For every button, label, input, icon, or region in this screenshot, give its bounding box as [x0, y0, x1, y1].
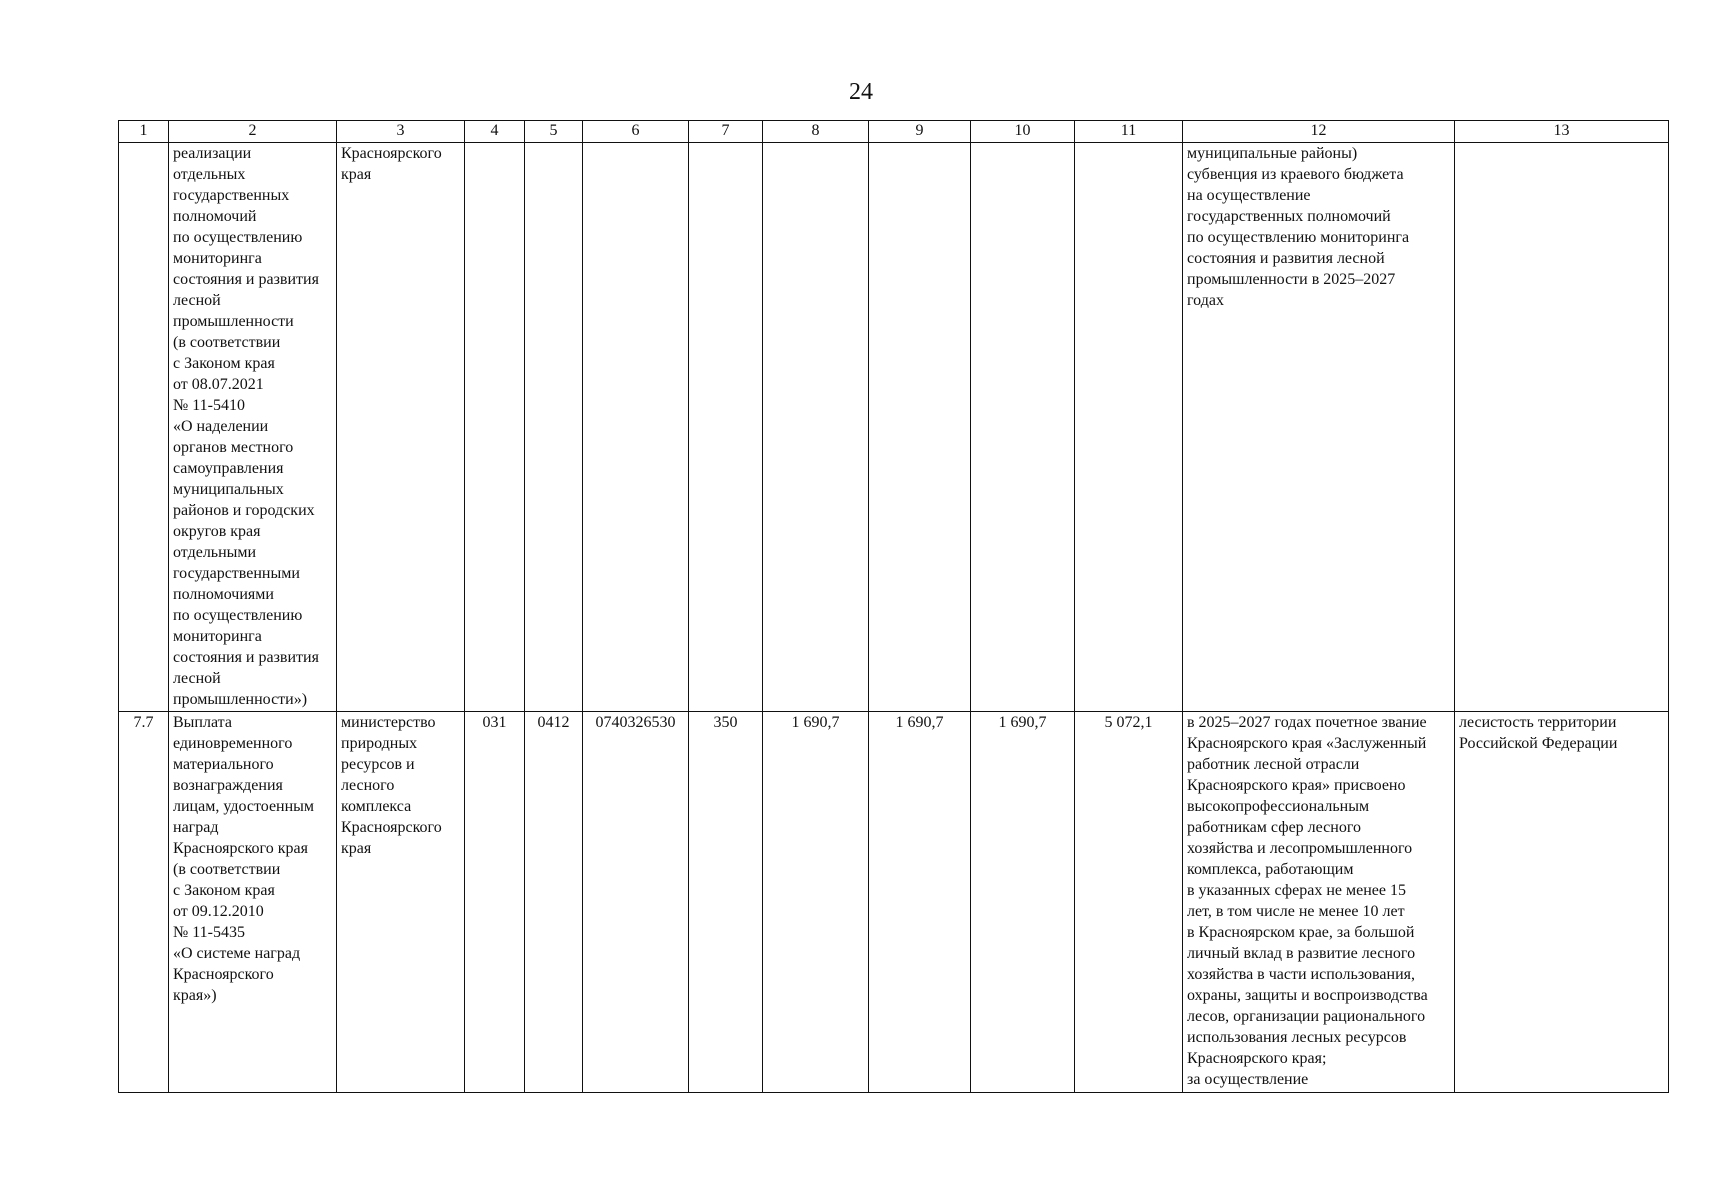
cell-text-line: состояния и развития [173, 649, 319, 666]
table-row-continuation [119, 143, 1669, 712]
cell-text-line: лицам, удостоенным [173, 798, 315, 815]
cell-year-2 [869, 143, 971, 712]
cell-text-line: края [341, 166, 372, 183]
cell-text-line: материального [173, 756, 274, 773]
header-row [119, 121, 1669, 143]
cell-text-line: Красноярского [341, 819, 442, 836]
column-header-9: 9 [869, 121, 971, 143]
column-header-5: 5 [525, 121, 583, 143]
cell-text-line: от 09.12.2010 [173, 903, 264, 920]
column-header-6: 6 [583, 121, 689, 143]
cell-total [1075, 143, 1183, 712]
table-row-7-7 [119, 712, 1669, 1093]
cell-text-line: лет, в том числе не менее 10 лет [1187, 903, 1405, 920]
cell-text-line: Красноярского края» присвоено [1187, 777, 1406, 794]
column-header-11: 11 [1075, 121, 1183, 143]
cell-text-line: государственных полномочий [1187, 208, 1391, 225]
cell-csr [583, 143, 689, 712]
column-header-10: 10 [971, 121, 1075, 143]
cell-year-2: 1 690,7 [869, 712, 971, 1093]
cell-text-line: Красноярского [173, 966, 274, 983]
cell-text-line: личный вклад в развитие лесного [1187, 945, 1416, 962]
cell-executor [337, 143, 465, 712]
cell-text-line: «О системе наград [173, 945, 301, 962]
cell-text-line: хозяйства и лесопромышленного [1187, 840, 1413, 857]
cell-year-3 [971, 143, 1075, 712]
cell-text-line: реализации [173, 145, 252, 162]
cell-text-line: единовременного [173, 735, 293, 752]
cell-text-line: в 2025–2027 годах почетное звание [1187, 714, 1427, 731]
cell-text-line: с Законом края [173, 355, 275, 372]
cell-year-3: 1 690,7 [971, 712, 1075, 1093]
cell-text-line: Красноярского края; [1187, 1050, 1327, 1067]
cell-text-line: работникам сфер лесного [1187, 819, 1361, 836]
cell-vr [689, 143, 763, 712]
cell-text-line: на осуществление [1187, 187, 1311, 204]
cell-text-line: лесов, организации рационального [1187, 1008, 1426, 1025]
cell-rzpr [525, 143, 583, 712]
cell-text-line: за осуществление [1187, 1071, 1309, 1088]
cell-text-line: лесной [173, 292, 221, 309]
cell-text-line: отдельных [173, 166, 246, 183]
cell-text-line: самоуправления [173, 460, 284, 477]
cell-expected-result [1183, 143, 1455, 712]
cell-text-line: годах [1187, 292, 1224, 309]
cell-expected-result [1183, 712, 1455, 1093]
cell-text-line: полномочий [173, 208, 257, 225]
cell-text-line: лесной [173, 670, 221, 687]
cell-text-line: лесистость территории [1459, 714, 1617, 731]
cell-text-line: Красноярского [341, 145, 442, 162]
cell-text-line: промышленности») [173, 691, 308, 708]
cell-text-line: промышленности [173, 313, 294, 330]
cell-text-line: в Красноярском крае, за большой [1187, 924, 1415, 941]
column-header-1: 1 [119, 121, 169, 143]
cell-text-line: хозяйства в части использования, [1187, 966, 1415, 983]
page-number: 24 [849, 79, 873, 105]
cell-text-line: наград [173, 819, 219, 836]
cell-text-line: в указанных сферах не менее 15 [1187, 882, 1407, 899]
cell-text-line: лесного [341, 777, 395, 794]
cell-indicator [1455, 712, 1669, 1093]
cell-text-line: округов края [173, 523, 261, 540]
cell-text-line: Выплата [173, 714, 232, 731]
column-header-8: 8 [763, 121, 869, 143]
cell-text-line: полномочиями [173, 586, 274, 603]
cell-text-line: края [341, 840, 372, 857]
cell-text-line: комплекса, работающим [1187, 861, 1354, 878]
cell-indicator [1455, 143, 1669, 712]
column-header-13: 13 [1455, 121, 1669, 143]
cell-text-line: вознаграждения [173, 777, 283, 794]
cell-text-line: охраны, защиты и воспроизводства [1187, 987, 1428, 1004]
cell-text-line: ресурсов и [341, 756, 415, 773]
cell-text-line: № 11-5435 [173, 924, 245, 941]
cell-text-line: Красноярского края [173, 840, 308, 857]
cell-year-1 [763, 143, 869, 712]
cell-text-line: государственных [173, 187, 290, 204]
cell-text-line: по осуществлению [173, 229, 303, 246]
cell-text-line: края») [173, 987, 217, 1004]
cell-text-line: работник лесной отрасли [1187, 756, 1360, 773]
cell-text-line: (в соответствии [173, 334, 281, 351]
cell-grbs [465, 143, 525, 712]
column-header-4: 4 [465, 121, 525, 143]
cell-text-line: отдельными [173, 544, 257, 561]
cell-text-line: состояния и развития лесной [1187, 250, 1385, 267]
cell-year-1: 1 690,7 [763, 712, 869, 1093]
column-header-3: 3 [337, 121, 465, 143]
cell-text-line: органов местного [173, 439, 294, 456]
column-header-2: 2 [169, 121, 337, 143]
cell-text-line: муниципальные районы) [1187, 145, 1358, 162]
budget-table [118, 120, 1669, 1093]
cell-text-line: промышленности в 2025–2027 [1187, 271, 1396, 288]
cell-text-line: министерство [341, 714, 436, 731]
cell-item-number: 7.7 [119, 712, 169, 1093]
cell-text-line: № 11-5410 [173, 397, 245, 414]
column-header-12: 12 [1183, 121, 1455, 143]
cell-total: 5 072,1 [1075, 712, 1183, 1093]
cell-text-line: комплекса [341, 798, 412, 815]
cell-text-line: природных [341, 735, 418, 752]
cell-text-line: мониторинга [173, 628, 262, 645]
cell-text-line: Красноярского края «Заслуженный [1187, 735, 1427, 752]
cell-csr: 0740326530 [583, 712, 689, 1093]
cell-rzpr: 0412 [525, 712, 583, 1093]
cell-vr: 350 [689, 712, 763, 1093]
cell-text-line: по осуществлению мониторинга [1187, 229, 1410, 246]
cell-activity-name [169, 143, 337, 712]
cell-executor [337, 712, 465, 1093]
cell-text-line: по осуществлению [173, 607, 303, 624]
cell-text-line: субвенция из краевого бюджета [1187, 166, 1404, 183]
cell-text-line: высокопрофессиональным [1187, 798, 1370, 815]
cell-text-line: Российской Федерации [1459, 735, 1618, 752]
cell-text-line: от 08.07.2021 [173, 376, 264, 393]
cell-activity-name [169, 712, 337, 1093]
cell-grbs: 031 [465, 712, 525, 1093]
cell-text-line: состояния и развития [173, 271, 319, 288]
cell-text-line: мониторинга [173, 250, 262, 267]
cell-item-number [119, 143, 169, 712]
cell-text-line: муниципальных [173, 481, 284, 498]
cell-text-line: районов и городских [173, 502, 315, 519]
cell-text-line: «О наделении [173, 418, 269, 435]
cell-text-line: использования лесных ресурсов [1187, 1029, 1407, 1046]
cell-text-line: государственными [173, 565, 300, 582]
cell-text-line: с Законом края [173, 882, 275, 899]
cell-text-line: (в соответствии [173, 861, 281, 878]
column-header-7: 7 [689, 121, 763, 143]
